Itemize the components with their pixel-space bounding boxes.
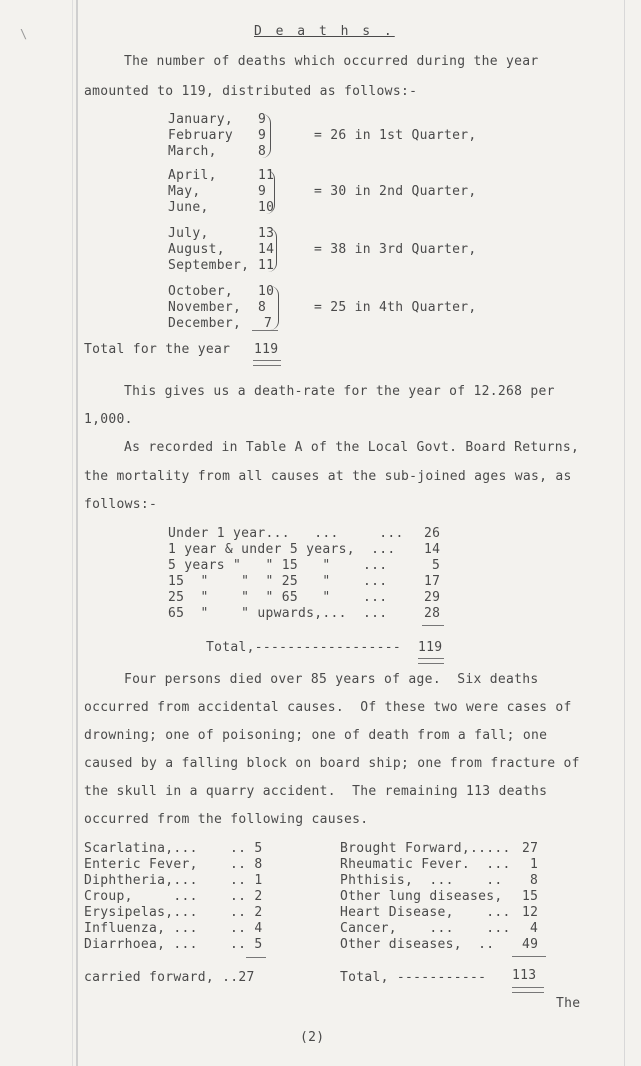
right-sum-rule [512, 956, 546, 957]
quarter-brace [262, 114, 271, 158]
month-value: 10 [258, 284, 275, 299]
cause-label: Phthisis, ... .. [340, 873, 503, 888]
month-name: July, [168, 226, 209, 241]
right-edge-rule [624, 0, 625, 1066]
intro-line-2: amounted to 119, distributed as follows:- [84, 84, 418, 99]
month-name: January, [168, 112, 234, 127]
total-year-double-rule [253, 360, 281, 366]
cause-value: 49 [522, 937, 539, 952]
month-name: March, [168, 144, 217, 159]
quarter-brace [270, 286, 279, 330]
total-year-label: Total for the year [84, 342, 231, 357]
narrative-line: Four persons died over 85 years of age. Six deaths [124, 672, 539, 687]
causes-total-label: Total, ----------- [340, 970, 487, 985]
december-underline [252, 330, 278, 331]
month-value: 9 [258, 128, 267, 143]
age-row-label: 5 years " " 15 " ... [168, 558, 388, 573]
cause-label: Other diseases, .. [340, 937, 495, 952]
page-title: D e a t h s . [254, 24, 395, 39]
ages-total-double-rule [418, 658, 444, 664]
cause-label: Diphtheria,... [84, 873, 198, 888]
narrative-line: the skull in a quarry accident. The remaining 113 deaths [84, 784, 548, 799]
age-row-value: 28 [424, 606, 441, 621]
quarter-summary: = 30 in 2nd Quarter, [314, 184, 477, 199]
cause-label: Heart Disease, ... [340, 905, 511, 920]
margin-mark: \ [20, 27, 28, 41]
month-value: 13 [258, 226, 275, 241]
month-name: November, [168, 300, 242, 315]
month-name: December, [168, 316, 242, 331]
quarter-summary: = 26 in 1st Quarter, [314, 128, 477, 143]
month-value: 10 [258, 200, 275, 215]
month-value: 9 [258, 184, 267, 199]
narrative-line: drowning; one of poisoning; one of death from a fall; one [84, 728, 548, 743]
carried-forward: carried forward, ..27 [84, 970, 255, 985]
margin-rule [76, 0, 78, 1066]
cause-value: .. 2 [230, 889, 263, 904]
intro-line-1: The number of deaths which occurred during the year [124, 54, 539, 69]
cause-value: .. 2 [230, 905, 263, 920]
month-name: August, [168, 242, 225, 257]
ages-sum-rule [422, 625, 444, 626]
cause-value: .. 5 [230, 841, 263, 856]
quarter-brace [266, 170, 275, 214]
month-name: February [168, 128, 234, 143]
ages-intro-line-2: the mortality from all causes at the sub-joined ages was, as [84, 469, 572, 484]
narrative-line: caused by a falling block on board ship; one from fracture of [84, 756, 580, 771]
month-value: 7 [264, 316, 273, 331]
cause-value: .. 8 [230, 857, 263, 872]
narrative-line: occurred from accidental causes. Of these two were cases of [84, 700, 572, 715]
ages-intro-line-3: follows:- [84, 497, 158, 512]
month-name: June, [168, 200, 209, 215]
month-value: 11 [258, 258, 275, 273]
ages-intro-line-1: As recorded in Table A of the Local Govt. Board Returns, [124, 440, 580, 455]
cause-value: .. 4 [230, 921, 263, 936]
narrative-line: occurred from the following causes. [84, 812, 369, 827]
cause-label: Enteric Fever, [84, 857, 198, 872]
cause-label: Influenza, ... [84, 921, 198, 936]
age-row-label: 25 " " " 65 " ... [168, 590, 388, 605]
age-row-label: 15 " " " 25 " ... [168, 574, 388, 589]
cause-label: Scarlatina,... [84, 841, 198, 856]
cause-label: Erysipelas,... [84, 905, 198, 920]
month-value: 14 [258, 242, 275, 257]
ages-total-value: 119 [418, 640, 443, 655]
cause-value: 12 [522, 905, 539, 920]
age-row-value: 5 [432, 558, 441, 573]
age-row-value: 17 [424, 574, 441, 589]
total-year-value: 119 [254, 342, 279, 357]
cause-value: .. 1 [230, 873, 263, 888]
causes-total-double-rule [512, 987, 544, 993]
month-name: October, [168, 284, 234, 299]
causes-total-value: 113 [512, 968, 537, 983]
cause-label: Croup, ... [84, 889, 198, 904]
cause-value: 15 [522, 889, 539, 904]
cause-label: Cancer, ... ... [340, 921, 511, 936]
page-number: (2) [300, 1030, 325, 1045]
cause-label: Rheumatic Fever. ... [340, 857, 511, 872]
age-row-label: 65 " " upwards,... ... [168, 606, 388, 621]
age-row-value: 26 [424, 526, 441, 541]
age-row-label: Under 1 year... ... ... [168, 526, 404, 541]
month-value: 11 [258, 168, 275, 183]
margin-rule-inner [72, 0, 73, 1066]
cause-label: Diarrhoea, ... [84, 937, 198, 952]
month-name: May, [168, 184, 201, 199]
quarter-brace [268, 228, 277, 272]
cause-label: Other lung diseases, [340, 889, 503, 904]
month-value: 8 [258, 144, 267, 159]
catchword: The [556, 996, 581, 1011]
month-name: April, [168, 168, 217, 183]
ages-total-label: Total,------------------ [206, 640, 402, 655]
age-row-value: 14 [424, 542, 441, 557]
cause-value: 27 [522, 841, 539, 856]
month-value: 9 [258, 112, 267, 127]
left-sum-rule [246, 957, 266, 958]
cause-label: Brought Forward,..... [340, 841, 511, 856]
cause-value: 8 [530, 873, 539, 888]
cause-value: .. 5 [230, 937, 263, 952]
month-value: 8 [258, 300, 267, 315]
rate-line-1: This gives us a death-rate for the year of 12.268 per [124, 384, 555, 399]
age-row-value: 29 [424, 590, 441, 605]
age-row-label: 1 year & under 5 years, ... [168, 542, 396, 557]
cause-value: 4 [530, 921, 539, 936]
rate-line-2: 1,000. [84, 412, 133, 427]
quarter-summary: = 25 in 4th Quarter, [314, 300, 477, 315]
cause-value: 1 [530, 857, 539, 872]
quarter-summary: = 38 in 3rd Quarter, [314, 242, 477, 257]
month-name: September, [168, 258, 250, 273]
